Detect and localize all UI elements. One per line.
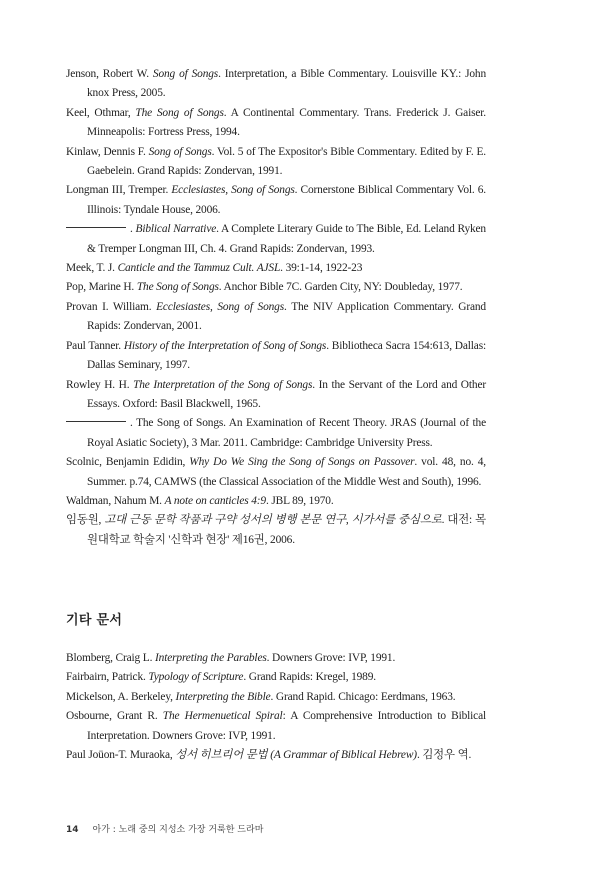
- bibliography-entry: Waldman, Nahum M. A note on canticles 4:9. JBL 89, 1970.: [66, 494, 334, 507]
- bibliography-entry: . The Song of Songs. An Examination of Recent Theory. JRAS (Journal of the Royal Asiatic Society), 3 Mar. 2011. Cambridge: Cambridge University Press.: [66, 414, 486, 453]
- running-title: 아가 : 노래 중의 지성소 가장 거룩한 드라마: [92, 825, 264, 835]
- bibliography-entry: Fairbairn, Patrick. Typology of Scripture. Grand Rapids: Kregel, 1989.: [66, 671, 376, 684]
- bibliography-entry: Provan I. William. Ecclesiastes, Song of Songs. The NIV Application Commentary. Grand Rapids: Zondervan, 2001.: [66, 300, 486, 333]
- other-documents-list: [66, 649, 486, 765]
- section-heading: 기타 문서: [66, 613, 123, 628]
- bibliography-entry: 임동원, 고대 근동 문학 작품과 구약 성서의 병행 본문 연구, 시가서를 중심으로. 대전: 목원대학교 학술지 '신학과 현장' 제16권, 2006.: [66, 514, 486, 546]
- bibliography-entry: Keel, Othmar, The Song of Songs. A Continental Commentary. Trans. Frederick J. Gaiser. Minneapolis: Fortress Press, 1994.: [66, 106, 486, 139]
- bibliography-entry: Kinlaw, Dennis F. Song of Songs. Vol. 5 of The Expositor's Bible Commentary. Edited by F. E. Gaebelein. Grand Rapids: Zondervan, 1991.: [66, 145, 486, 178]
- page-number: 14: [66, 825, 79, 835]
- bibliography-list: [66, 65, 486, 550]
- bibliography-entry: Rowley H. H. The Interpretation of the Song of Songs. In the Servant of the Lord and Other Essays. Oxford: Basil Blackwell, 1965.: [66, 378, 486, 410]
- bibliography-entry: Meek, T. J. Canticle and the Tammuz Cult. AJSL. 39:1-14, 1922-23: [66, 262, 363, 275]
- ditto-line: [66, 421, 126, 422]
- bibliography-entry: Pop, Marine H. The Song of Songs. Anchor Bible 7C. Garden City, NY: Doubleday, 1977.: [66, 281, 463, 294]
- bibliography-entry: Longman III, Tremper. Ecclesiastes, Song of Songs. Cornerstone Biblical Commentary Vol. 6. Illinois: Tyndale House, 2006.: [66, 184, 486, 216]
- bibliography-entry: Mickelson, A. Berkeley, Interpreting the Bible. Grand Rapid. Chicago: Eerdmans, 1963.: [66, 690, 456, 703]
- bibliography-entry: Scolnic, Benjamin Edidin, Why Do We Sing the Song of Songs on Passover. vol. 48, no. 4, Summer. p.74, CAMWS (the Classical Association of the Middle West and South), 1996.: [66, 456, 486, 488]
- bibliography-entry: Paul Joüon-T. Muraoka, 성서 히브리어 문법 (A Grammar of Biblical Hebrew). 김정우 역.: [66, 749, 472, 762]
- page-footer: [66, 822, 263, 835]
- bibliography-entry: Blomberg, Craig L. Interpreting the Parables. Downers Grove: IVP, 1991.: [66, 652, 396, 664]
- bibliography-entry: Osbourne, Grant R. The Hermenuetical Spiral: A Comprehensive Introduction to Biblical Interpretation. Downers Grove: IVP, 1991.: [66, 710, 487, 742]
- ditto-line: [66, 227, 126, 228]
- bibliography-entry: Jenson, Robert W. Song of Songs. Interpretation, a Bible Commentary. Louisville KY.: John knox Press, 2005.: [66, 68, 486, 100]
- bibliography-entry: . Biblical Narrative. A Complete Literary Guide to The Bible, Ed. Leland Ryken & Tremper Longman III, Ch. 4. Grand Rapids: Zondervan, 1993.: [66, 220, 486, 259]
- bibliography-entry: Paul Tanner. History of the Interpretation of Song of Songs. Bibliotheca Sacra 154:613, Dallas: Dallas Seminary, 1997.: [66, 339, 487, 372]
